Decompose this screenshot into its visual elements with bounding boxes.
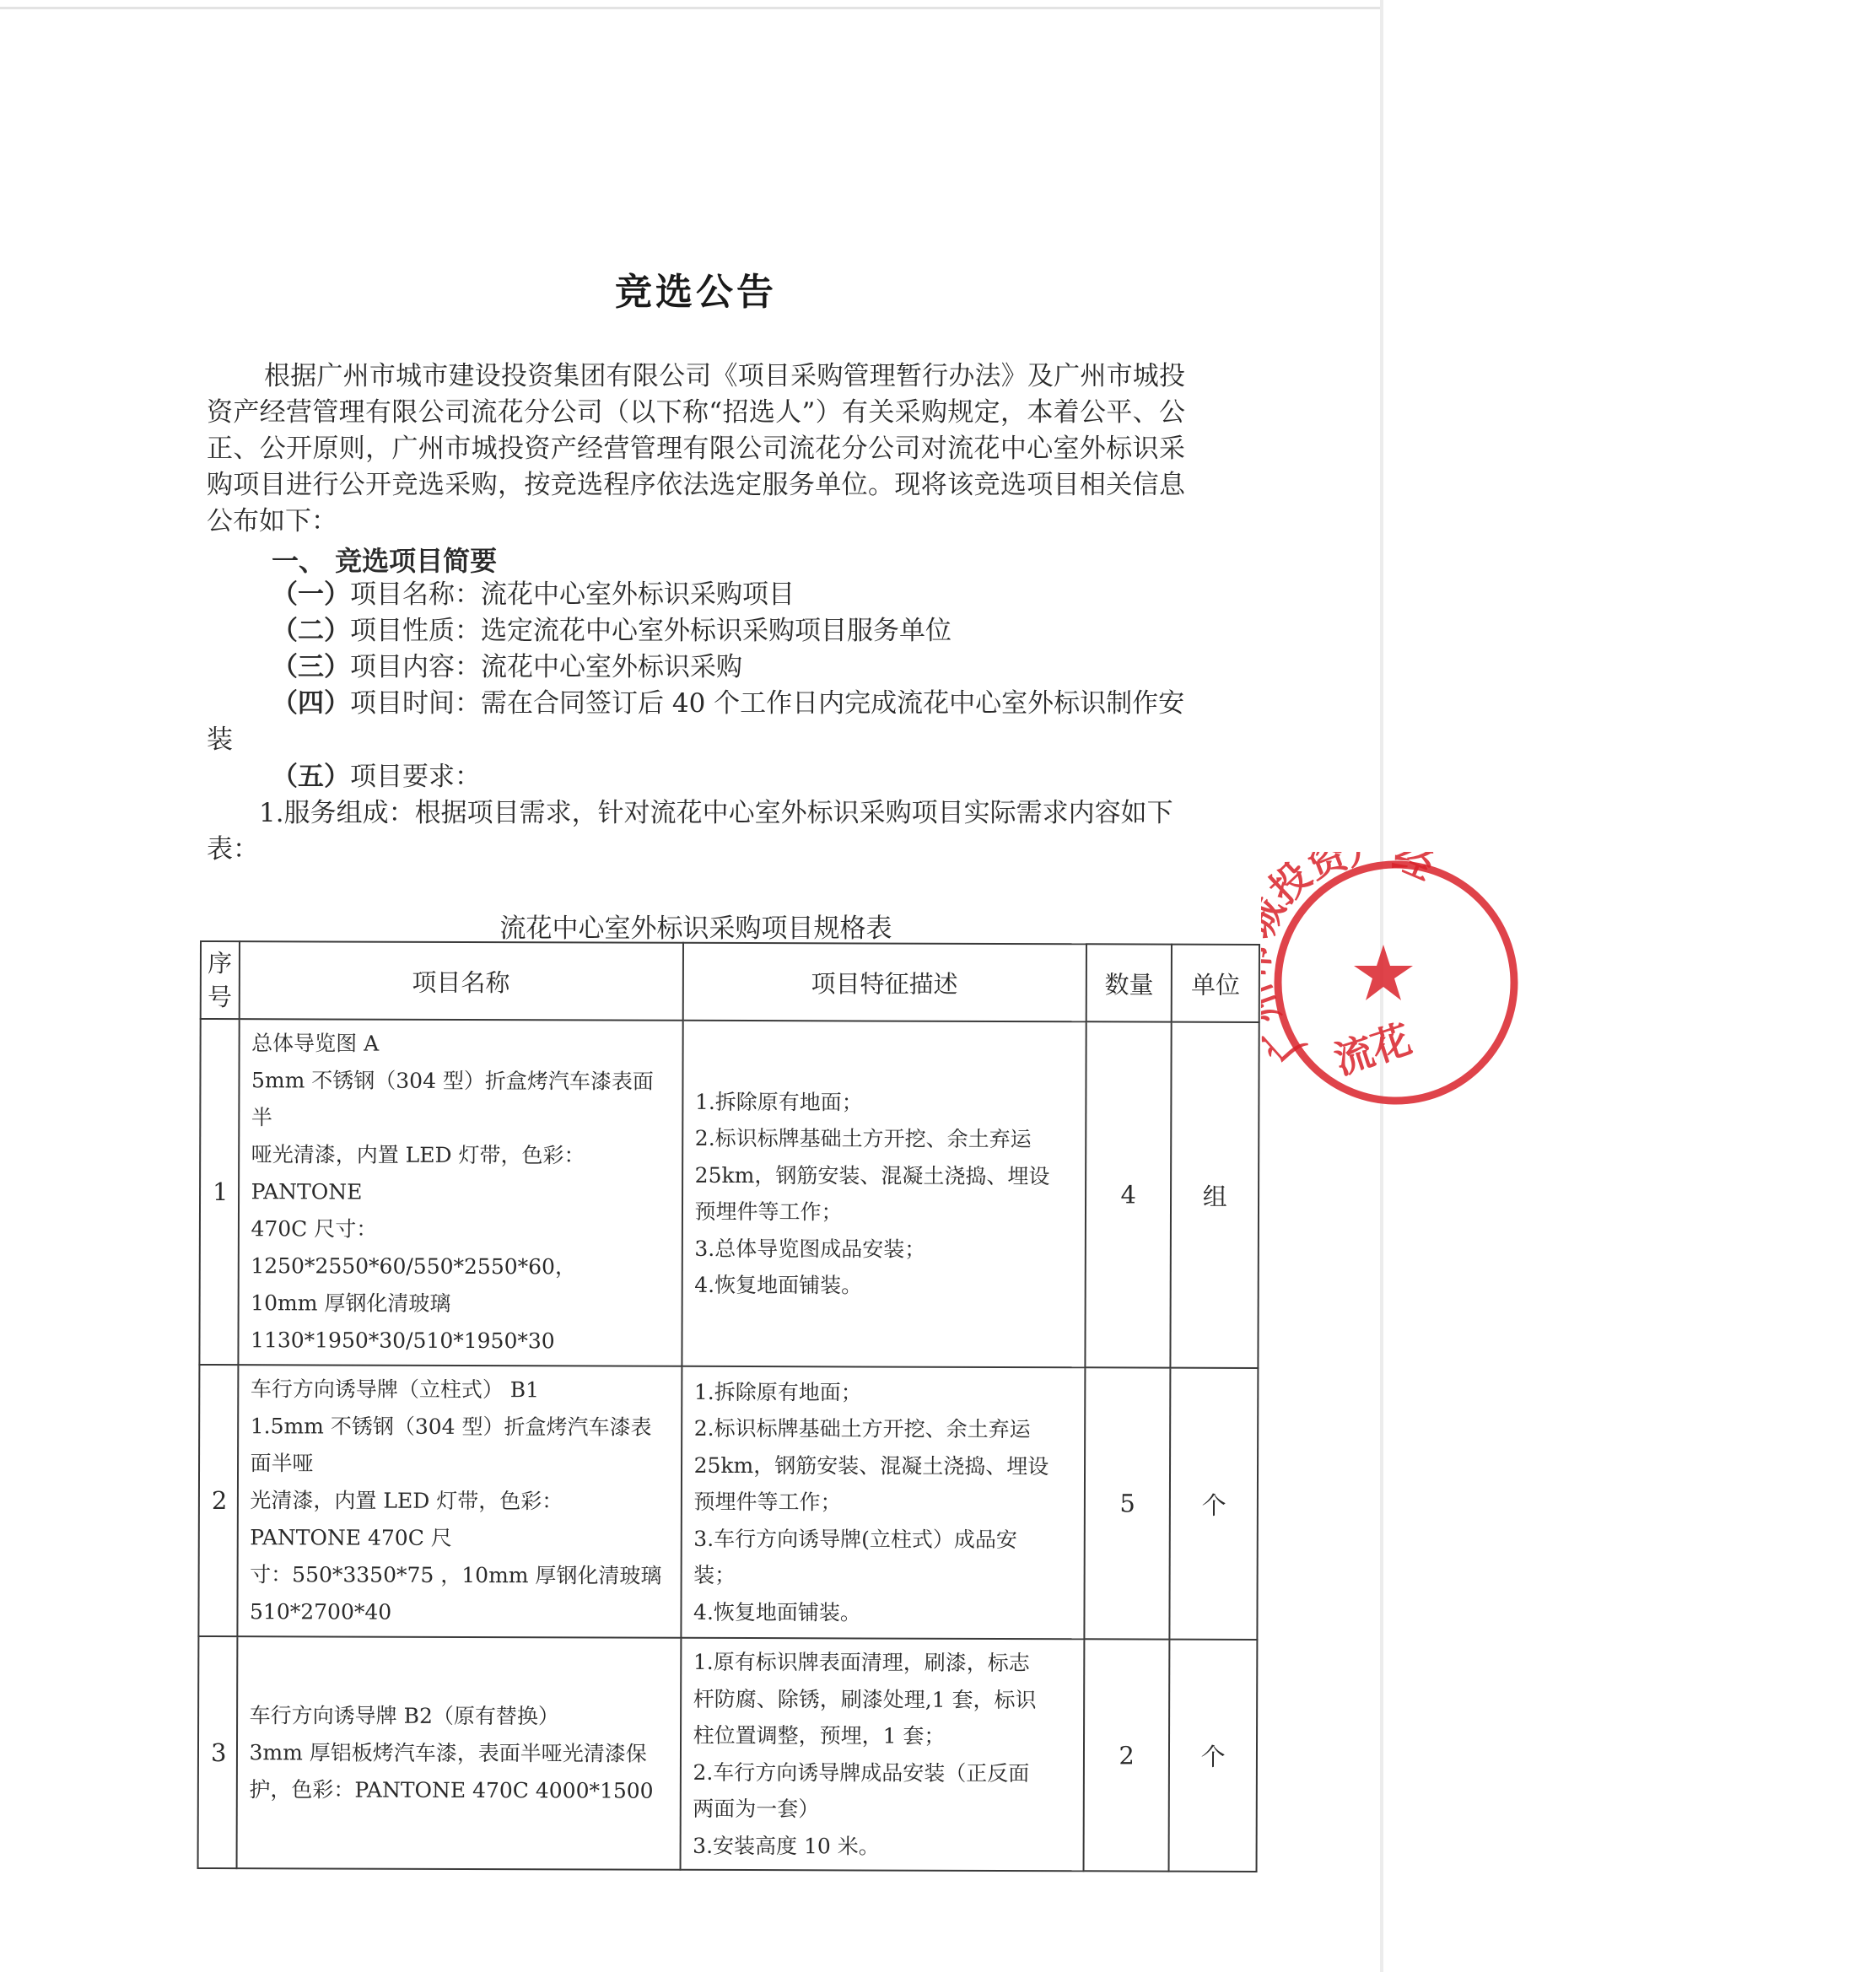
- desc-line: 两面为一套）: [693, 1796, 820, 1822]
- seal-stamp-icon: [1261, 852, 1531, 1113]
- item-project-content: [207, 649, 1250, 686]
- name-line: 1.5mm 不锈钢（304 型）折盒烤汽车漆表面半哑: [250, 1414, 652, 1476]
- item-text: 项目性质：选定流花中心室外标识采购项目服务单位: [350, 616, 951, 646]
- spec-table: [197, 940, 1260, 1872]
- name-line: 护，色彩：PANTONE 470C 4000*1500: [249, 1776, 654, 1803]
- row-qty: 2: [1083, 1639, 1169, 1871]
- name-line: 总体导览图 A: [251, 1031, 380, 1056]
- name-line: 1130*1950*30/510*1950*30: [251, 1328, 555, 1354]
- table-row: [199, 1019, 1259, 1368]
- desc-line: 柱位置调整，预埋，1 套；: [693, 1722, 946, 1748]
- row-seq: 3: [198, 1636, 237, 1868]
- section-heading-1: 一、 竞选项目简要: [272, 545, 498, 577]
- desc-line: 25km，钢筋安装、混凝土浇捣、埋设: [694, 1162, 1050, 1188]
- item-mark: （五）: [272, 762, 350, 792]
- name-line: 车行方向诱导牌 B2（原有替换）: [249, 1702, 559, 1728]
- table-row: [198, 1636, 1258, 1872]
- desc-line: 2.标识标牌基础土方开挖、余土弃运: [694, 1125, 1032, 1152]
- page-title: 竞选公告: [615, 271, 777, 314]
- item-mark: （一）: [272, 579, 350, 610]
- desc-line: 4.恢复地面铺装。: [693, 1599, 861, 1625]
- intro-paragraph: 根据广州市城市建设投资集团有限公司《项目采购管理暂行办法》及广州市城投资产经营管理有限公司流花分公司（以下称“招选人”）有关采购规定，本着公平、公正、公开原则，广州市城投资产经营管理有限公司流花分公司对流花中心室外标识采购项目进行公开竞选采购，按竞选程序依法选定服务单位。现将该竞选项目相关信息公布如下：: [207, 361, 1185, 536]
- desc-line: 1.拆除原有地面；: [694, 1089, 863, 1114]
- name-line: 哑光清漆，内置 LED 灯带，色彩：PANTONE: [251, 1142, 585, 1204]
- name-line: 车行方向诱导牌（立柱式） B1: [250, 1377, 540, 1403]
- row-seq: 2: [198, 1365, 238, 1636]
- table-header-row: [201, 941, 1259, 1022]
- header-seq: 序号: [201, 941, 240, 1019]
- header-desc: 项目特征描述: [682, 943, 1086, 1022]
- name-line: 光清漆，内置 LED 灯带，色彩：PANTONE 470C 尺: [250, 1488, 563, 1550]
- item-project-nature: [207, 613, 1250, 649]
- row-desc: [682, 1021, 1086, 1368]
- desc-line: 杆防腐、除锈，刷漆处理,1 套，标识: [693, 1686, 1037, 1712]
- seal-bottom-text: 流花: [1329, 1016, 1417, 1084]
- row-name: [237, 1365, 682, 1638]
- scan-edge-top: [0, 7, 1383, 9]
- desc-line: 3.车行方向诱导牌(立柱式）成品安: [693, 1526, 1017, 1552]
- row-unit: 个: [1169, 1640, 1257, 1872]
- row-qty: 4: [1085, 1021, 1172, 1367]
- desc-line: 装；: [693, 1563, 736, 1588]
- item-text: 项目时间：需在合同签订后 40 个工作日内完成流花中心室外标识制作安装: [207, 688, 1185, 755]
- desc-line: 2.标识标牌基础土方开挖、余土弃运: [693, 1416, 1031, 1442]
- row-desc: [680, 1638, 1084, 1872]
- item-mark: （二）: [272, 616, 350, 646]
- name-line: 470C 尺寸：1250*2550*60/550*2550*60，: [251, 1216, 577, 1280]
- header-qty: 数量: [1086, 944, 1172, 1021]
- table-row: [198, 1365, 1258, 1640]
- row-qty: 5: [1084, 1367, 1170, 1639]
- item-text: 项目要求：: [350, 762, 481, 792]
- row-desc: [681, 1366, 1085, 1640]
- item-mark: （三）: [272, 652, 350, 682]
- desc-line: 3.总体导览图成品安装；: [694, 1236, 926, 1262]
- desc-line: 4.恢复地面铺装。: [694, 1272, 863, 1298]
- desc-line: 25km，钢筋安装、混凝土浇捣、埋设: [693, 1452, 1049, 1479]
- row-seq: 1: [199, 1019, 239, 1365]
- table-title: 流花中心室外标识采购项目规格表: [499, 913, 892, 944]
- seal-star-icon: [1354, 945, 1413, 1000]
- seal-arc-text: 投资 经: [1261, 852, 1441, 913]
- service-paragraph: 1.服务组成：根据项目需求，针对流花中心室外标识采购项目实际需求内容如下表：: [207, 798, 1173, 865]
- desc-line: 2.车行方向诱导牌成品安装（正反面: [693, 1759, 1030, 1786]
- row-unit: 组: [1171, 1022, 1259, 1368]
- name-line: 寸：550*3350*75 ，10mm 厚钢化清玻璃: [250, 1562, 662, 1588]
- header-unit: 单位: [1172, 945, 1259, 1022]
- item-project-time: [207, 686, 1185, 758]
- desc-line: 1.拆除原有地面；: [693, 1379, 862, 1405]
- name-line: 10mm 厚钢化清玻璃: [251, 1290, 451, 1316]
- name-line: 5mm 不锈钢（304 型）折盒烤汽车漆表面半: [251, 1068, 655, 1130]
- desc-line: 1.原有标识牌表面清理，刷漆，标志: [693, 1649, 1030, 1676]
- desc-line: 预埋件等工作；: [694, 1199, 843, 1225]
- row-name: [236, 1636, 681, 1870]
- desc-line: 预埋件等工作；: [693, 1490, 842, 1515]
- header-name: 项目名称: [239, 941, 682, 1021]
- item-text: 项目名称：流花中心室外标识采购项目: [350, 579, 795, 610]
- row-name: [238, 1019, 682, 1366]
- desc-line: 3.安装高度 10 米。: [693, 1833, 880, 1859]
- item-text: 项目内容：流花中心室外标识采购: [350, 652, 742, 682]
- item-project-requirements: [207, 759, 1250, 795]
- item-project-name: [207, 577, 1250, 613]
- company-seal: [1261, 852, 1441, 1113]
- name-line: 3mm 厚铝板烤汽车漆，表面半哑光清漆保: [249, 1739, 647, 1766]
- name-line: 510*2700*40: [250, 1599, 392, 1624]
- item-mark: （四）: [272, 688, 350, 719]
- row-unit: 个: [1170, 1368, 1259, 1640]
